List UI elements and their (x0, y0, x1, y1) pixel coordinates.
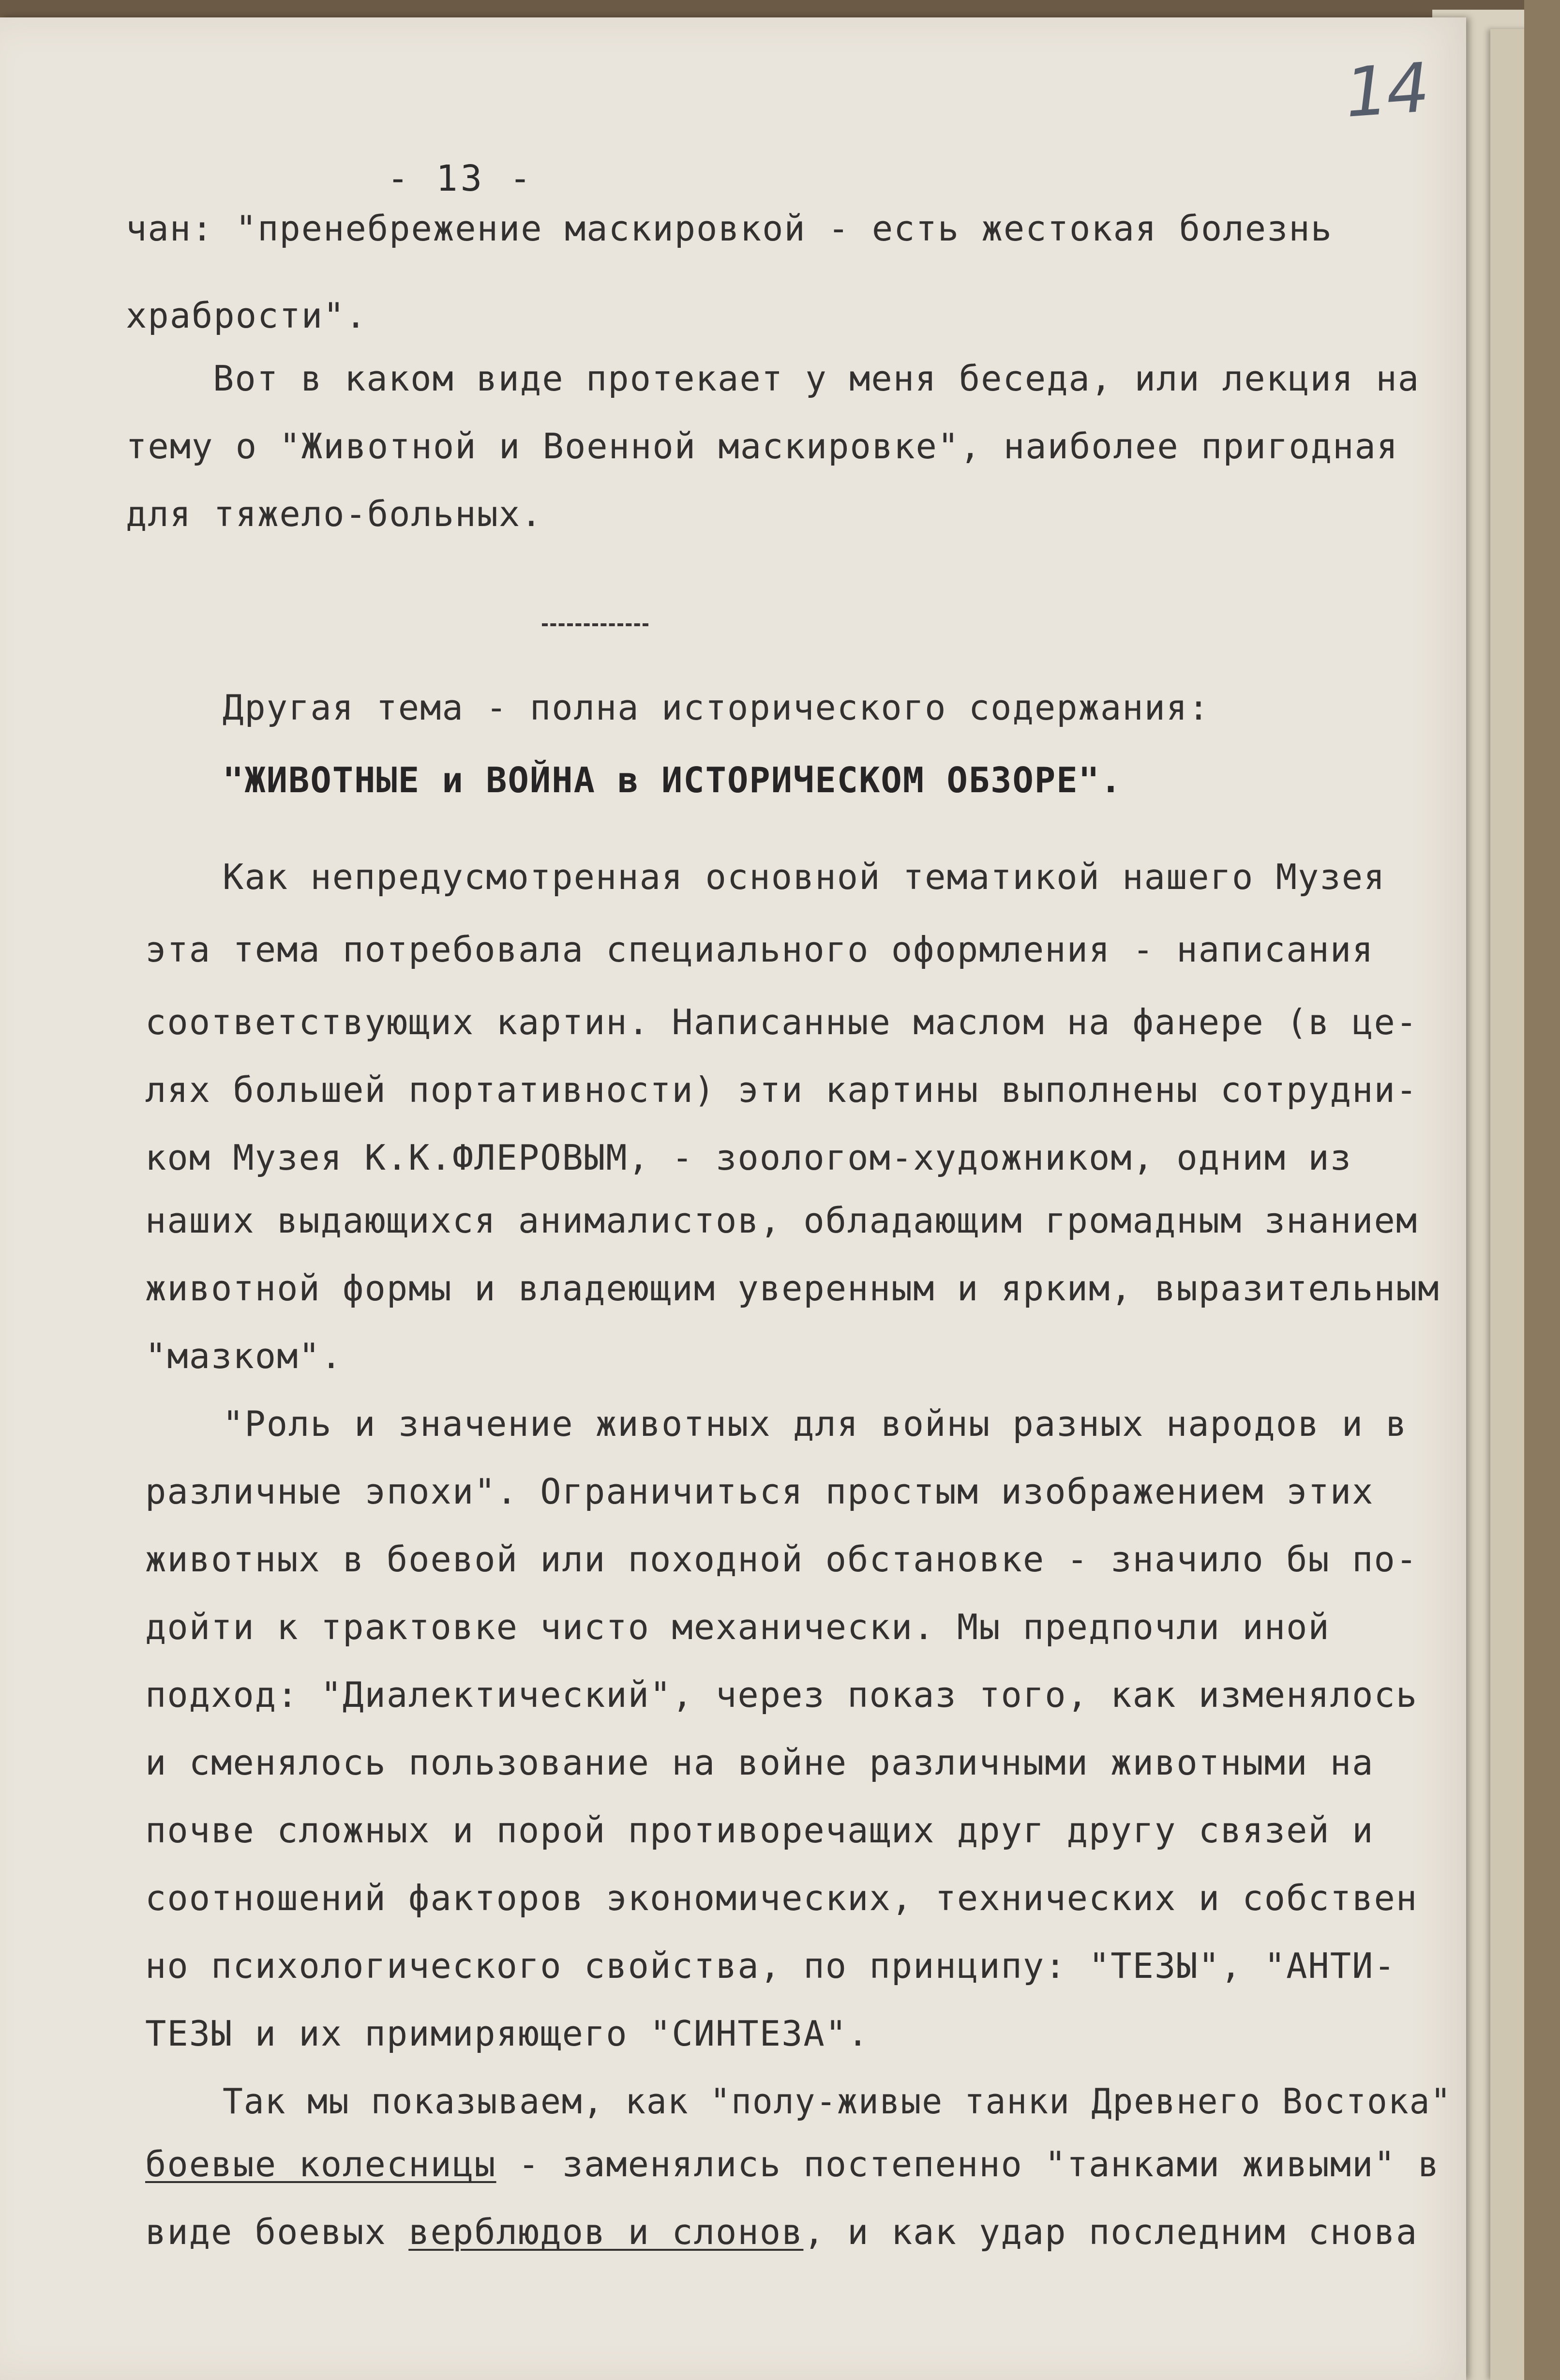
underlined-phrase: верблюдов и слонов (408, 2212, 804, 2252)
text-line: соответствующих картин. Написанные маслом на фанере (в це- (145, 1002, 1418, 1042)
text-line: для тяжело-больных. (126, 494, 543, 534)
text-line: ТЕЗЫ и их примиряющего "СИНТЕЗА". (145, 2013, 870, 2054)
text-line: ком Музея К.К.ФЛЕРОВЫМ, - зоологом-художником, одним из (145, 1137, 1352, 1178)
text-span: - заменялись постепенно "танками живыми" в (496, 2144, 1440, 2184)
text-line: и сменялось пользование на войне различными животными на (145, 1742, 1374, 1783)
text-line: чан: "пренебрежение маскировкой - есть жестокая болезнь (126, 208, 1333, 249)
underlined-phrase: боевые колесницы (145, 2144, 496, 2184)
text-line: животной формы и владеющим уверенным и ярким, выразительным (145, 1268, 1440, 1309)
text-line: животных в боевой или походной обстановке - значило бы по- (145, 1539, 1418, 1580)
text-span: виде боевых (145, 2212, 409, 2252)
text-line: различные эпохи". Ограничиться простым изображением этих (145, 1471, 1374, 1512)
document-page (0, 17, 1466, 2380)
text-line: Так мы показываем, как "полу-живые танки Древнего Востока" (223, 2081, 1452, 2122)
text-line: наших выдающихся анималистов, обладающим громадным знанием (145, 1200, 1418, 1241)
section-heading: Другая тема - полна исторического содержания: (223, 687, 1210, 728)
text-line: подход: "Диалектический", через показ того, как изменялось (145, 1674, 1418, 1715)
text-line: "мазком". (145, 1336, 343, 1376)
text-line: почве сложных и порой противоречащих друг другу связей и (145, 1810, 1374, 1851)
text-line: дойти к трактовке чисто механически. Мы предпочли иной (145, 1607, 1330, 1647)
text-line: но психологического свойства, по принципу: "ТЕЗЫ", "АНТИ- (145, 1945, 1396, 1986)
folio-number: 14 (1342, 48, 1430, 133)
section-divider (542, 623, 648, 626)
text-line: соотношений факторов экономических, технических и собствен (145, 1878, 1418, 1918)
binding-edge (1524, 0, 1560, 2380)
text-line: "Роль и значение животных для войны разных народов и в (223, 1403, 1408, 1444)
text-line: тему о "Животной и Военной маскировке", наиболее пригодная (126, 426, 1399, 467)
text-line: эта тема потребовала специального оформления - написания (145, 929, 1374, 970)
text-span: , и как удар последним снова (803, 2212, 1418, 2252)
text-line: храбрости". (126, 295, 367, 336)
page-number: - 13 - (387, 158, 534, 199)
text-line: лях большей портативности) эти картины выполнены сотрудни- (145, 1069, 1418, 1110)
section-title: "ЖИВОТНЫЕ и ВОЙНА в ИСТОРИЧЕСКОМ ОБЗОРЕ". (223, 760, 1123, 800)
text-line: Вот в каком виде протекает у меня беседа, или лекция на (213, 358, 1420, 399)
text-line: Как непредусмотренная основной тематикой нашего Музея (223, 857, 1386, 897)
text-line (145, 2212, 1418, 2252)
text-line (145, 2144, 1440, 2184)
